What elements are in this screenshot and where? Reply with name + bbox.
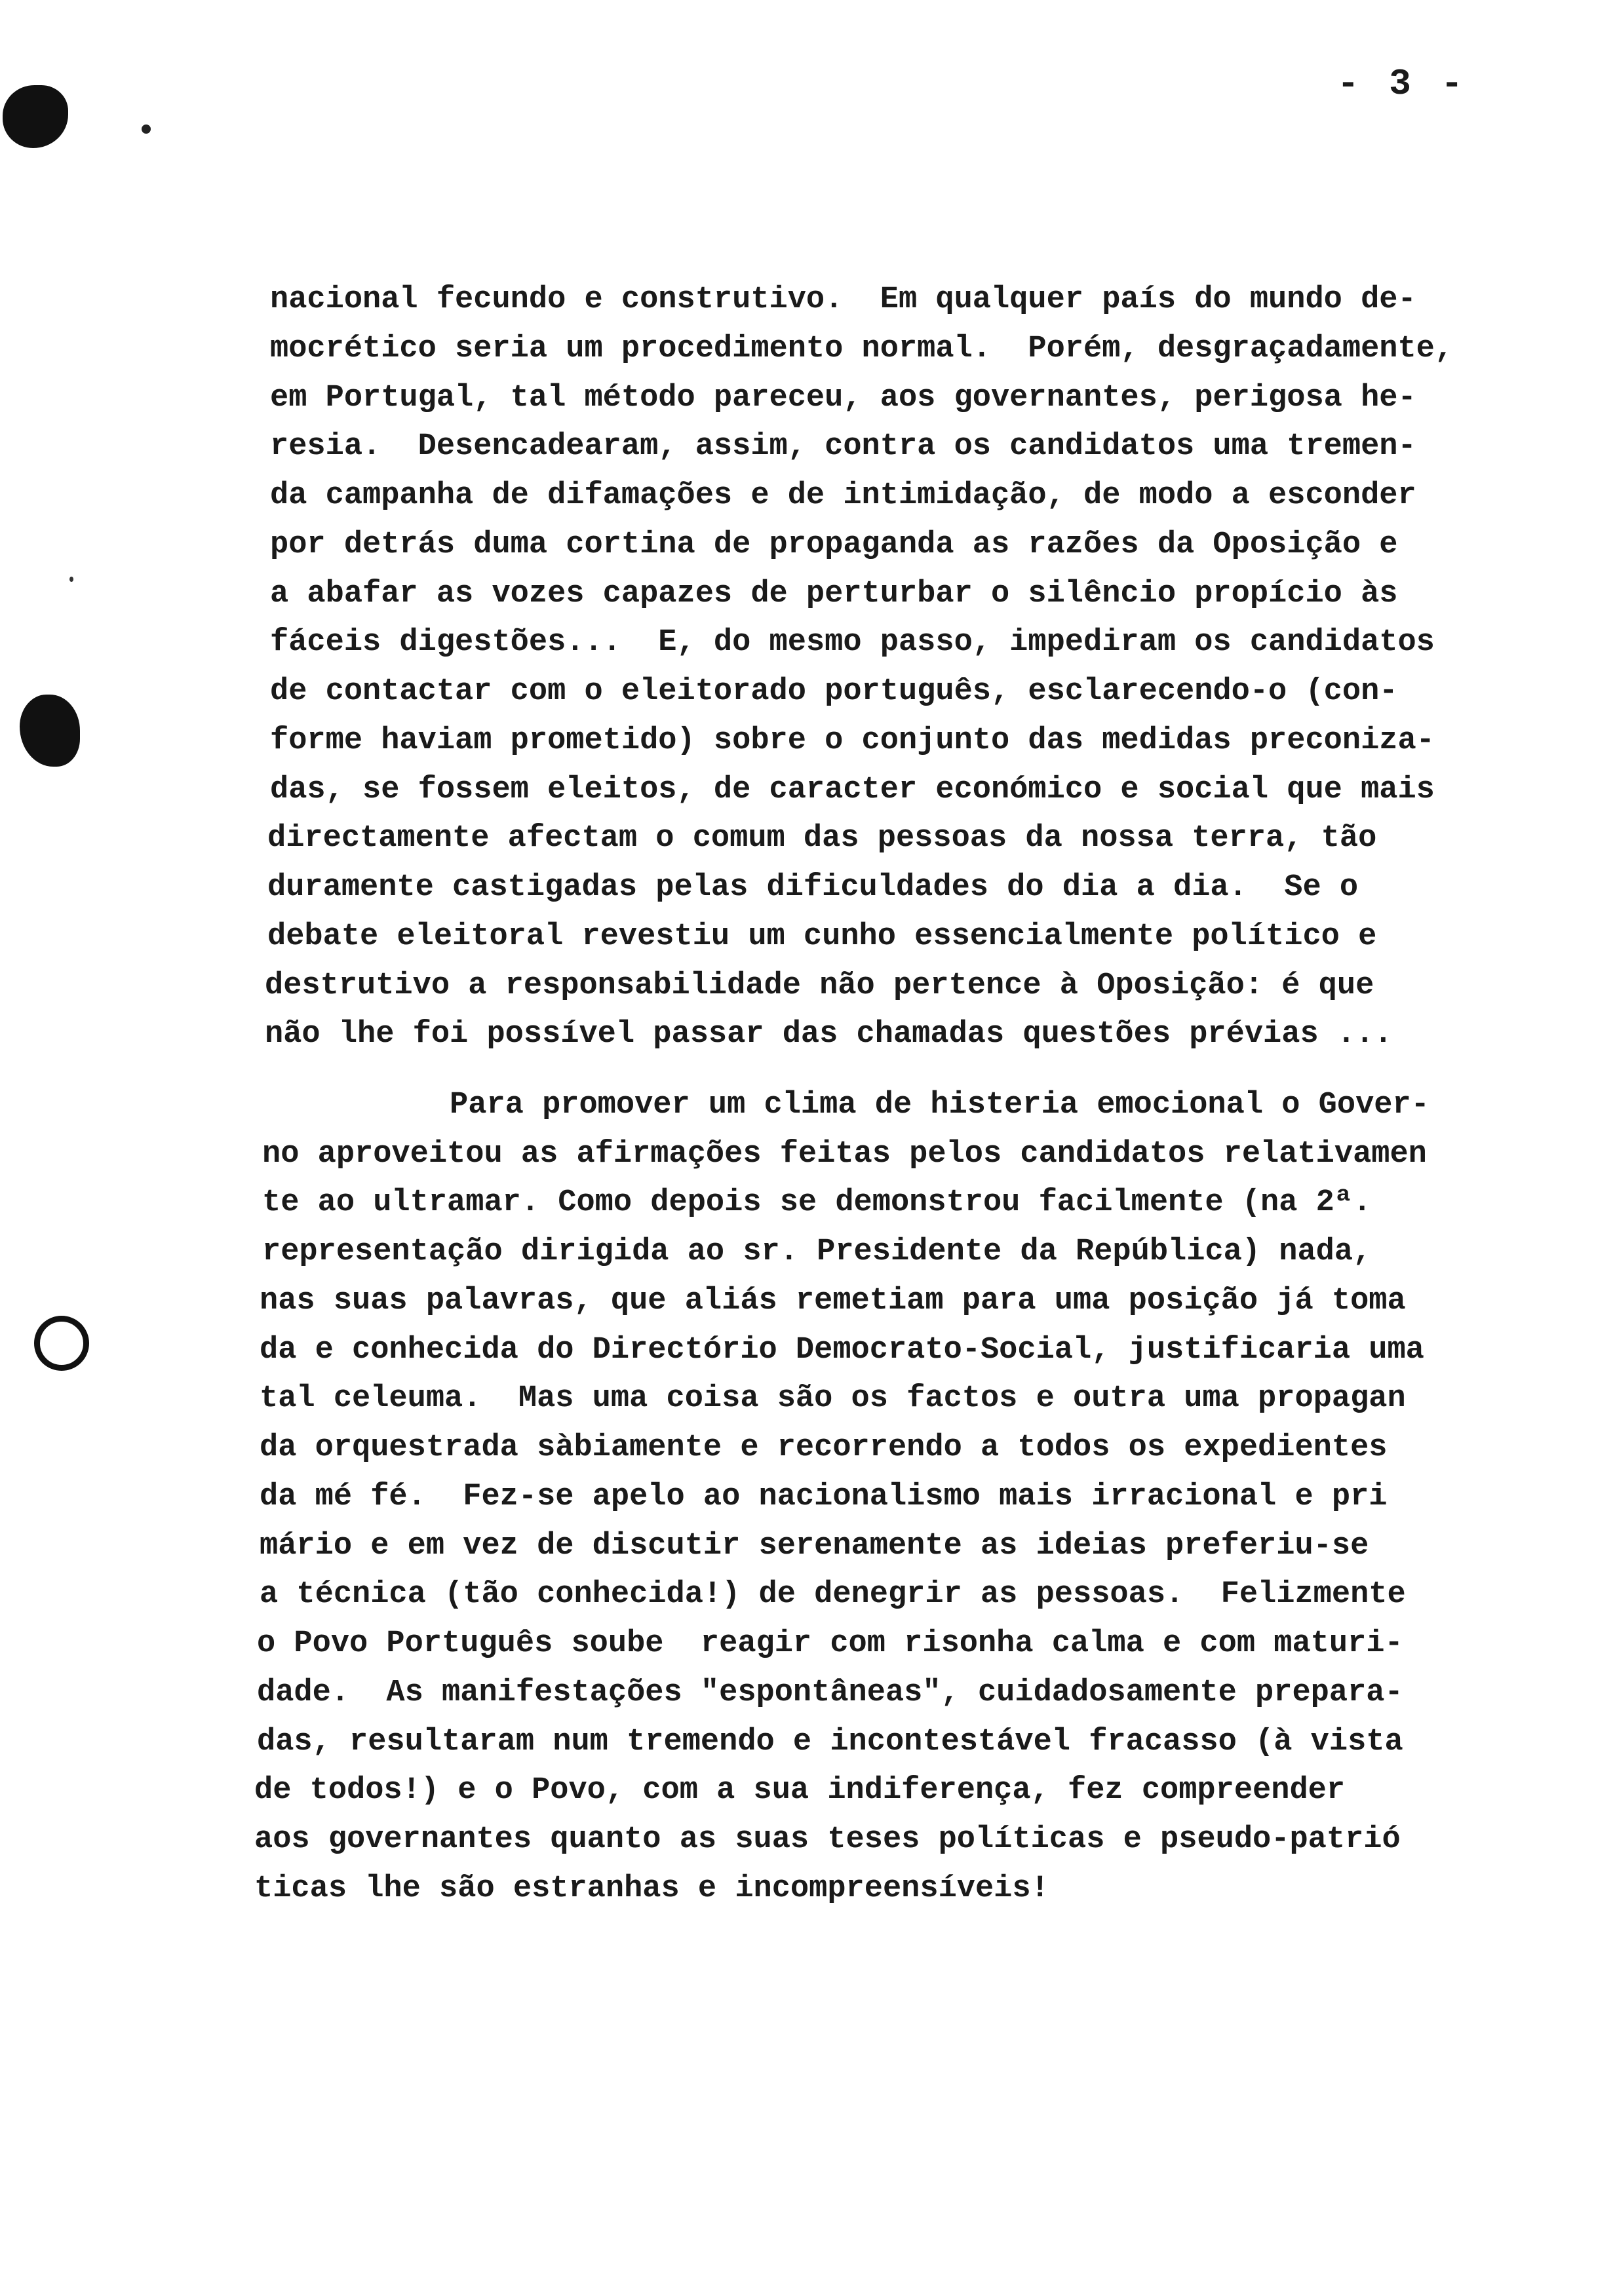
text-line: nas suas palavras, que aliás remetiam para uma posição já toma: [260, 1284, 1406, 1318]
text-line: duramente castigadas pelas dificuldades do dia a dia. Se o: [267, 870, 1359, 905]
text-line: das, se fossem eleitos, de caracter económico e social que mais: [270, 773, 1435, 807]
ink-blot-icon: [3, 85, 68, 148]
ink-speck-icon: [69, 577, 73, 582]
text-line: em Portugal, tal método pareceu, aos governantes, perigosa he-: [270, 381, 1416, 415]
text-line: de contactar com o eleitorado português, esclarecendo-o (con-: [270, 674, 1398, 709]
text-line: não lhe foi possível passar das chamadas questões prévias ...: [265, 1017, 1393, 1052]
text-line: destrutivo a responsabilidade não pertence à Oposição: é que: [265, 968, 1374, 1003]
text-line: directamente afectam o comum das pessoas da nossa terra, tão: [267, 821, 1377, 856]
text-line: das, resultaram num tremendo e incontestável fracasso (à vista: [257, 1725, 1403, 1759]
text-line: te ao ultramar. Como depois se demonstrou facilmente (na 2ª.: [262, 1185, 1372, 1220]
text-line: debate eleitoral revestiu um cunho essencialmente político e: [267, 919, 1377, 954]
text-line: da campanha de difamações e de intimidação, de modo a esconder: [270, 478, 1416, 513]
text-line: nacional fecundo e construtivo. Em qualquer país do mundo de-: [270, 282, 1416, 317]
text-line: forme haviam prometido) sobre o conjunto das medidas preconiza-: [270, 723, 1435, 758]
punch-hole-ring-icon: [34, 1316, 89, 1371]
text-line: representação dirigida ao sr. Presidente da República) nada,: [262, 1234, 1372, 1269]
text-line: mário e em vez de discutir serenamente as ideias preferiu-se: [260, 1529, 1369, 1563]
ink-dot-icon: [142, 124, 151, 134]
text-line: resia. Desencadearam, assim, contra os candidatos uma tremen-: [270, 429, 1416, 464]
text-line: da mé fé. Fez-se apelo ao nacionalismo mais irracional e pri: [260, 1480, 1388, 1514]
text-line: de todos!) e o Povo, com a sua indiferença, fez compreender: [254, 1773, 1346, 1808]
text-line: a abafar as vozes capazes de perturbar o silêncio propício às: [270, 577, 1398, 611]
text-line: da orquestrada sàbiamente e recorrendo a todos os expedientes: [260, 1430, 1388, 1465]
text-line: aos governantes quanto as suas teses políticas e pseudo-patrió: [254, 1822, 1401, 1857]
text-line: o Povo Português soube reagir com risonha calma e com maturi-: [257, 1626, 1403, 1661]
text-line: fáceis digestões... E, do mesmo passo, impediram os candidatos: [270, 625, 1435, 660]
text-line: no aproveitou as afirmações feitas pelos candidatos relativamen: [262, 1137, 1427, 1172]
page-number: - 3 -: [1337, 63, 1468, 105]
text-line: Para promover um clima de histeria emocional o Gover-: [265, 1088, 1430, 1122]
text-line: tal celeuma. Mas uma coisa são os factos e outra uma propagan: [260, 1381, 1406, 1416]
punch-hole-blot-icon: [20, 695, 80, 767]
text-line: a técnica (tão conhecida!) de denegrir as pessoas. Felizmente: [260, 1577, 1406, 1612]
text-line: ticas lhe são estranhas e incompreensíveis!: [254, 1871, 1049, 1906]
text-line: dade. As manifestações "espontâneas", cuidadosamente prepara-: [257, 1675, 1403, 1710]
text-line: por detrás duma cortina de propaganda as razões da Oposição e: [270, 527, 1398, 562]
text-line: da e conhecida do Directório Democrato-Social, justificaria uma: [260, 1333, 1424, 1368]
text-line: mocrético seria um procedimento normal. Porém, desgraçadamente,: [270, 332, 1454, 366]
